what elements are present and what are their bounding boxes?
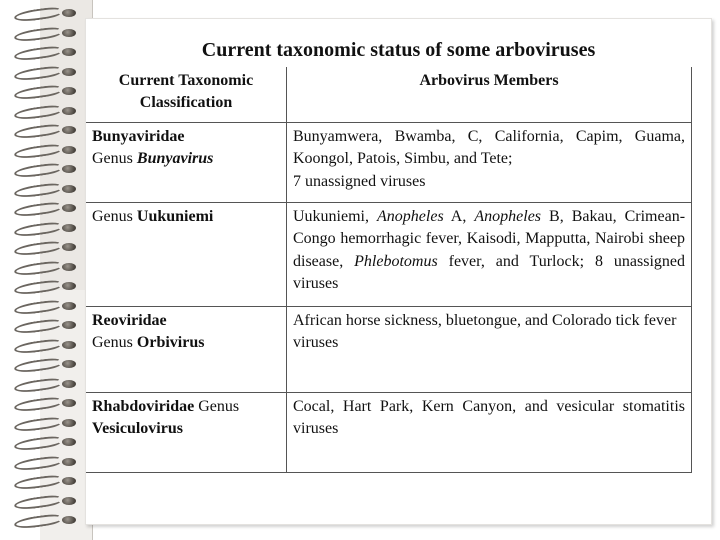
binding-ring-icon (14, 242, 80, 252)
members-text: fever, and Turlock; 8 unassigned viruses (293, 252, 686, 292)
taxonomy-table (86, 67, 692, 473)
slide-card (85, 18, 712, 525)
members-italic: Anopheles (377, 207, 444, 225)
page-title: Current taxonomic status of some arboviruses (201, 39, 596, 61)
genus-prefix: Genus (92, 334, 133, 351)
binding-ring-icon (14, 340, 80, 350)
binding-ring-icon (14, 398, 80, 408)
binding-ring-icon (14, 203, 80, 213)
binding-ring-icon (14, 379, 80, 389)
genus-name: Bunyavirus (136, 150, 214, 167)
members-cell (287, 202, 692, 306)
members-extra: 7 unassigned viruses (293, 172, 426, 190)
members-text: Cocal, Hart Park, Kern Canyon, and vesicular stomatitis viruses (293, 397, 685, 437)
genus-name: Orbivirus (136, 334, 205, 351)
binding-ring-icon (14, 164, 80, 174)
binding-ring-icon (14, 301, 80, 311)
header-members: Arbovirus Members (287, 67, 692, 122)
binding-ring-icon (14, 320, 80, 330)
genus-line (92, 148, 280, 171)
genus-prefix: Genus (198, 397, 240, 415)
members-italic: Anopheles (474, 207, 542, 225)
family-name: Bunyaviridae (92, 127, 185, 145)
genus-line (92, 396, 280, 419)
classification-cell (86, 122, 287, 202)
binding-ring-icon (14, 184, 80, 194)
genus-prefix: Genus (92, 207, 133, 225)
binding-ring-icon (14, 106, 80, 116)
binding-ring-icon (14, 47, 80, 57)
table-header-row (86, 67, 692, 122)
binding-ring-icon (14, 145, 80, 155)
binding-ring-icon (14, 457, 80, 467)
table-row (86, 202, 692, 306)
genus-line (92, 206, 280, 229)
binding-ring-icon (14, 496, 80, 506)
genus-line (92, 332, 280, 355)
binding-ring-icon (14, 262, 80, 272)
binding-ring-icon (14, 418, 80, 428)
members-text: A, (450, 207, 467, 225)
binding-ring-icon (14, 476, 80, 486)
binding-ring-icon (14, 437, 80, 447)
members-italic: Phlebotomus (354, 252, 438, 270)
binding-ring-icon (14, 359, 80, 369)
members-cell (287, 306, 692, 392)
members-text: Bunyamwera, Bwamba, C, California, Capim, Guama, Koongol, Patois, Simbu, and Tete; (293, 127, 685, 167)
members-text: Uukuniemi, (293, 207, 369, 225)
family-name: Reoviridae (92, 311, 167, 329)
binding-ring-icon (14, 125, 80, 135)
classification-cell (86, 306, 287, 392)
genus-prefix: Genus (92, 150, 133, 167)
members-text: African horse sickness, bluetongue, and Colorado tick fever viruses (293, 311, 677, 351)
binding-ring-icon (14, 515, 80, 525)
binding-ring-icon (14, 281, 80, 291)
members-cell (287, 392, 692, 472)
binding-ring-icon (14, 8, 80, 18)
genus-name: Uukuniemi (136, 207, 214, 225)
family-name: Rhabdoviridae (92, 397, 195, 415)
classification-cell (86, 392, 287, 472)
binding-ring-icon (14, 28, 80, 38)
header-classification: Current Taxonomic Classification (86, 67, 287, 122)
binding-ring-icon (14, 223, 80, 233)
classification-cell (86, 202, 287, 306)
genus-name: Vesiculovirus (92, 420, 183, 437)
binding-ring-icon (14, 67, 80, 77)
table-row (86, 306, 692, 392)
members-cell (287, 122, 692, 202)
members-text: B, Bakau, Crimean-Congo hemorrhagic fever, Kaisodi, Mapputta, Nairobi sheep disease, (293, 207, 686, 270)
table-row (86, 392, 692, 472)
table-row (86, 122, 692, 202)
binding-ring-icon (14, 86, 80, 96)
